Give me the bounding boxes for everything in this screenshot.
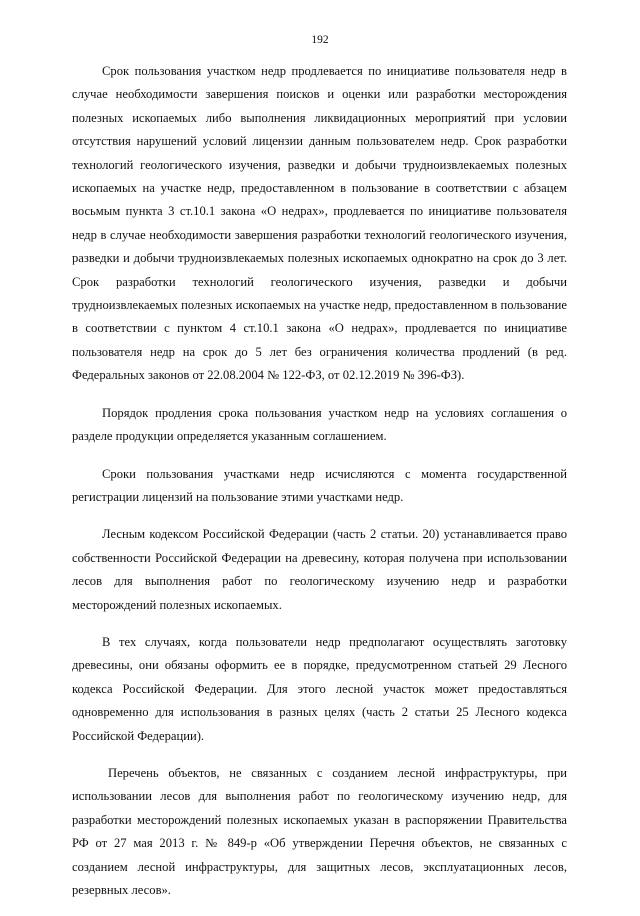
page-number: 192 — [311, 34, 329, 46]
paragraph-forest-code-ownership: Лесным кодексом Российской Федерации (часть 2 статьи. 20) устанавливается право собственности Российской Федерации на древесину, которая получена при использовании лесов для выполнения работ по геологическому изучению недр и разработки месторождений полезных ископаемых. — [72, 527, 567, 612]
paragraph-production-sharing: Порядок продления срока пользования участком недр на условиях соглашения о разделе продукции определяется указанным соглашением. — [72, 405, 567, 444]
paragraph-objects-list: Перечень объектов, не связанных с созданием лесной инфраструктуры, при использовании лесов для выполнения работ по геологическому изучению недр, для разработки месторождений полезных ископаемых указан в распоряжении Правительства РФ от 27 мая 2013 г. № 849-р «Об утверждении Перечня объектов, не связанных с созданием лесной инфраструктуры, для защитных лесов, эксплуатационных лесов, резервных лесов». — [72, 765, 567, 897]
paragraph-term-extension: Срок пользования участком недр продлевается по инициативе пользователя недр в случае необходимости завершения поисков и оценки или разработки месторождения полезных ископаемых либо выполнения ликвидационных мероприятий при условии отсутствия нарушений условий лицензии данным пользователем недр. Срок разработки технологий геологического изучения, разведки и добычи трудноизвлекаемых полезных ископаемых на участке недр, предоставленном в пользование в соответствии с абзацем восьмым пункта 3 ст.10.1 закона «О недрах», продлевается по инициативе пользователя недр в случае необходимости завершения разработки технологий геологического изучения, разведки и добычи трудноизвлекаемых полезных ископаемых однократно на срок до 3 лет. Срок разработки технологий геологического изучения, разведки и добычи трудноизвлекаемых полезных ископаемых на участке недр, предоставленном в пользование в соответствии с пунктом 4 ст.10.1 закона «О недрах», продлевается по инициативе пользователя недр на срок до 5 лет без ограничения количества продлений (в ред. Федеральных законов от 22.08.2004 № 122-ФЗ, от 02.12.2019 № 396-ФЗ). — [72, 64, 567, 383]
paragraph-timber-harvesting: В тех случаях, когда пользователи недр предполагают осуществлять заготовку древесины, они обязаны оформить ее в порядке, предусмотренном статьей 29 Лесного кодекса Российской Федерации. Для этого лесной участок может предоставляться одновременно для использования в разных целях (часть 2 статьи 25 Лесного кодекса Российской Федерации). — [72, 634, 567, 743]
body-text — [72, 60, 567, 916]
paragraph-term-calculation: Сроки пользования участками недр исчисляются с момента государственной регистрации лицензий на пользование этими участками недр. — [72, 466, 567, 504]
